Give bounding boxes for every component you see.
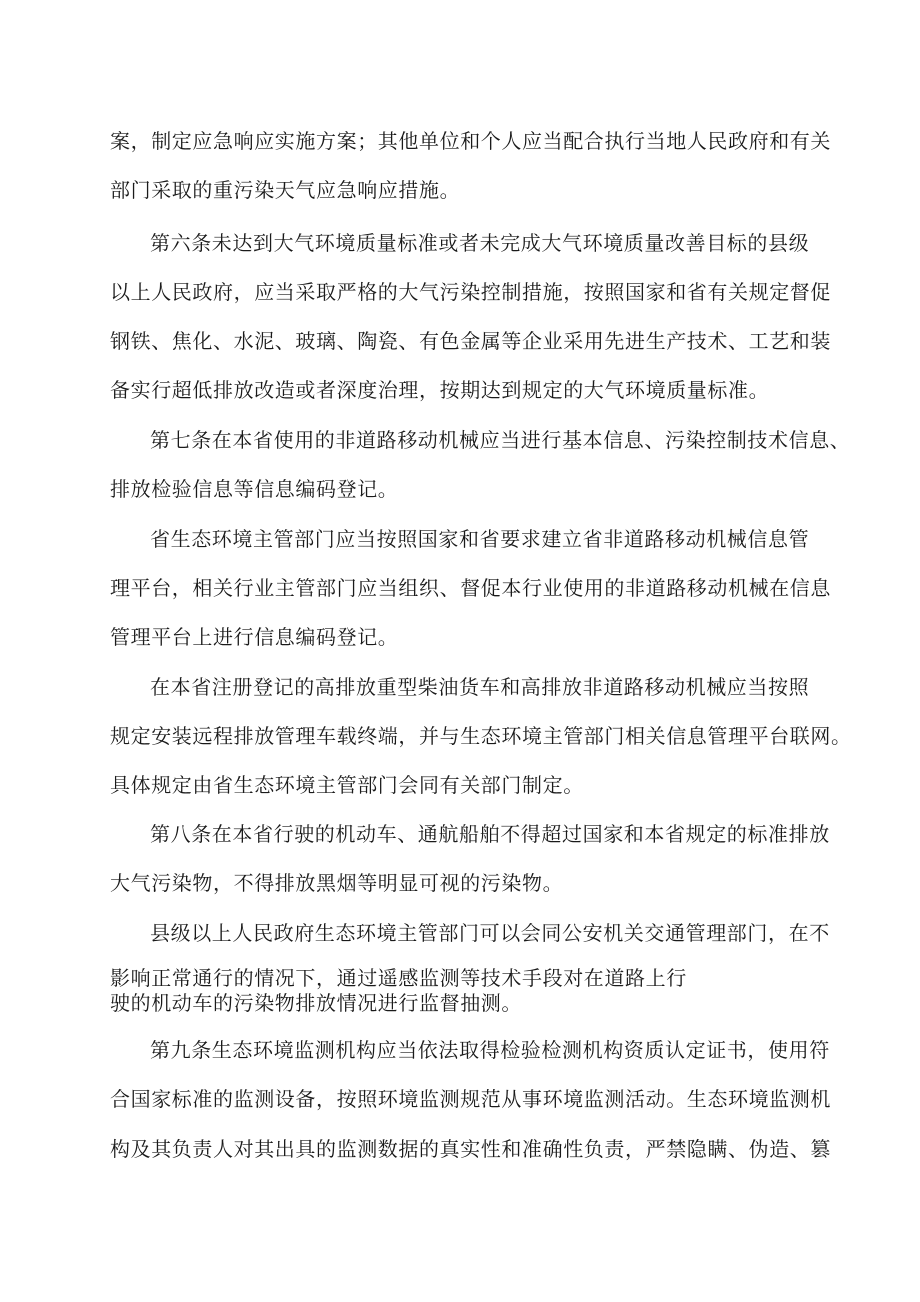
text-line: 案，制定应急响应实施方案；其他单位和个人应当配合执行当地人民政府和有关 <box>110 129 831 153</box>
text-line: 部门采取的重污染天气应急响应措施。 <box>110 178 461 202</box>
text-line: 构及其负责人对其出具的监测数据的真实性和准确性负责，严禁隐瞒、伪造、篡 <box>110 1137 831 1161</box>
text-line: 管理平台上进行信息编码登记。 <box>110 625 399 649</box>
paragraph-article-7: 第七条在本省使用的非道路移动机械应当进行基本信息、污染控制技术信息、 <box>150 428 851 452</box>
text-line: 影响正常通行的情况下，通过遥感监测等技术手段对在道路上行 <box>110 966 687 990</box>
paragraph: 省生态环境主管部门应当按照国家和省要求建立省非道路移动机械信息管 <box>150 527 810 551</box>
text-line: 钢铁、焦化、水泥、玻璃、陶瓷、有色金属等企业采用先进生产技术、工艺和装 <box>110 329 831 353</box>
text-line: 以上人民政府，应当采取严格的大气污染控制措施，按照国家和省有关规定督促 <box>110 280 831 304</box>
paragraph: 县级以上人民政府生态环境主管部门可以会同公安机关交通管理部门，在不 <box>150 921 830 945</box>
text-line: 规定安装远程排放管理车载终端，并与生态环境主管部门相关信息管理平台联网。 <box>110 724 852 748</box>
paragraph-article-8: 第八条在本省行驶的机动车、通航船舶不得超过国家和本省规定的标准排放 <box>150 822 830 846</box>
paragraph-article-9: 第九条生态环境监测机构应当依法取得检验检测机构资质认定证书，使用符 <box>150 1038 830 1062</box>
text-line: 具体规定由省生态环境主管部门会同有关部门制定。 <box>110 773 584 797</box>
paragraph-article-6: 第六条未达到大气环境质量标准或者未完成大气环境质量改善目标的县级 <box>150 231 810 255</box>
text-line: 驶的机动车的污染物排放情况进行监督抽测。 <box>110 991 522 1015</box>
text-line: 备实行超低排放改造或者深度治理，按期达到规定的大气环境质量标准。 <box>110 378 770 402</box>
text-line: 排放检验信息等信息编码登记。 <box>110 477 399 501</box>
text-line: 大气污染物，不得排放黑烟等明显可视的污染物。 <box>110 871 564 895</box>
text-line: 理平台，相关行业主管部门应当组织、督促本行业使用的非道路移动机械在信息 <box>110 576 831 600</box>
paragraph: 在本省注册登记的高排放重型柴油货车和高排放非道路移动机械应当按照 <box>150 675 810 699</box>
text-line: 合国家标准的监测设备，按照环境监测规范从事环境监测活动。生态环境监测机 <box>110 1087 831 1111</box>
